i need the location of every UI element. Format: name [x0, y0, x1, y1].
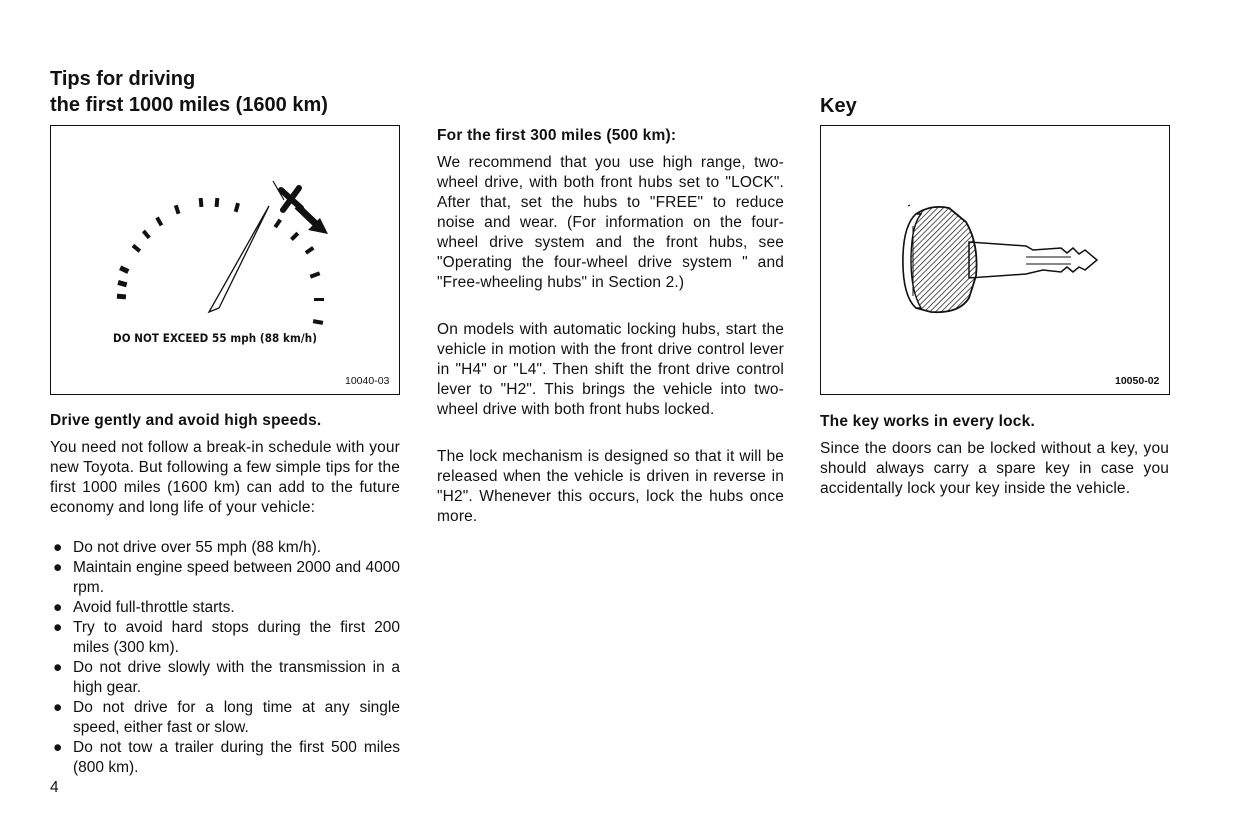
list-item: ● Try to avoid hard stops during the first 200 miles (300 km). [53, 619, 400, 656]
bullet-icon: ● [53, 559, 63, 576]
speedometer-illustration [51, 126, 401, 396]
speedometer-tick [314, 298, 324, 301]
speedometer-needle [209, 206, 269, 312]
bullet-icon: ● [53, 539, 63, 556]
speedometer-tick [117, 280, 127, 287]
speedometer-tick [290, 232, 299, 241]
right-subheading: The key works in every lock. [820, 413, 1035, 430]
bullet-icon: ● [53, 699, 63, 716]
left-intro-paragraph: You need not follow a break-in schedule with your new Toyota. But following a few simple tips for the first 1000 miles (1600 km) can add to the future economy and long life of your vehicle: [50, 439, 400, 516]
tips-list [50, 538, 400, 778]
list-item: ● Do not drive over 55 mph (88 km/h). [53, 539, 322, 556]
speedometer-tick [119, 265, 129, 273]
section-title-line2: the first 1000 miles (1600 km) [50, 94, 328, 116]
speedometer-tick [132, 244, 141, 253]
middle-paragraph-2: On models with automatic locking hubs, start the vehicle in motion with the front drive control lever in "H4" or "L4". Then shift the front drive control lever to "H2". This brings the vehicle into two-wheel drive with both front hubs locked. [437, 321, 784, 418]
speedometer-tick [310, 271, 321, 278]
bullet-icon: ● [53, 599, 63, 616]
bullet-icon: ● [53, 739, 63, 756]
bullet-icon: ● [53, 659, 63, 676]
figure-code: 10040-03 [345, 375, 390, 387]
page-number: 4 [50, 779, 59, 796]
key-illustration [821, 126, 1171, 396]
speedometer-tick [305, 246, 315, 254]
speedometer-tick [313, 319, 324, 325]
section-title-line1: Tips for driving [50, 68, 196, 90]
speedometer-figure [50, 125, 400, 395]
speed-warning-text: DO NOT EXCEED 55 mph (88 km/h) [113, 331, 318, 345]
speedometer-tick [234, 203, 240, 213]
right-paragraph: Since the doors can be locked without a key, you should always carry a spare key in case you accidentally lock your key inside the vehicle. [820, 440, 1169, 497]
middle-paragraph-1: We recommend that you use high range, two-wheel drive, with both front hubs set to "LOCK". After that, set the hubs to "FREE" to reduce noise and wear. (For information on the four-wheel drive system and the front hubs, see "Operating the four-wheel drive system " and "Free-wheeling hubs" in Section 2.) [437, 154, 784, 291]
speedometer-tick [117, 294, 126, 300]
key-figure [820, 125, 1170, 395]
arrow-icon [297, 206, 328, 234]
speedometer-tick [142, 230, 151, 239]
list-item: ● Avoid full-throttle starts. [53, 599, 235, 616]
list-item: ● Maintain engine speed between 2000 and 4000 rpm. [53, 559, 400, 596]
middle-subheading: For the first 300 miles (500 km): [437, 127, 677, 144]
middle-paragraph-3: The lock mechanism is designed so that it will be released when the vehicle is driven in reverse in "H2". Whenever this occurs, lock the hubs once more. [437, 448, 784, 525]
list-item: ● Do not drive for a long time at any single speed, either fast or slow. [53, 699, 400, 736]
bullet-icon: ● [53, 619, 63, 636]
speedometer-tick [199, 198, 204, 207]
left-subheading: Drive gently and avoid high speeds. [50, 412, 322, 429]
key-title: Key [820, 95, 857, 117]
list-item: ● Do not tow a trailer during the first 500 miles (800 km). [53, 739, 400, 776]
list-item: ● Do not drive slowly with the transmission in a high gear. [53, 659, 400, 696]
speedometer-tick [273, 219, 281, 229]
speedometer-tick [155, 217, 163, 227]
speedometer-tick [174, 205, 181, 215]
figure-code: 10050-02 [1115, 375, 1160, 387]
speedometer-tick [215, 198, 220, 207]
